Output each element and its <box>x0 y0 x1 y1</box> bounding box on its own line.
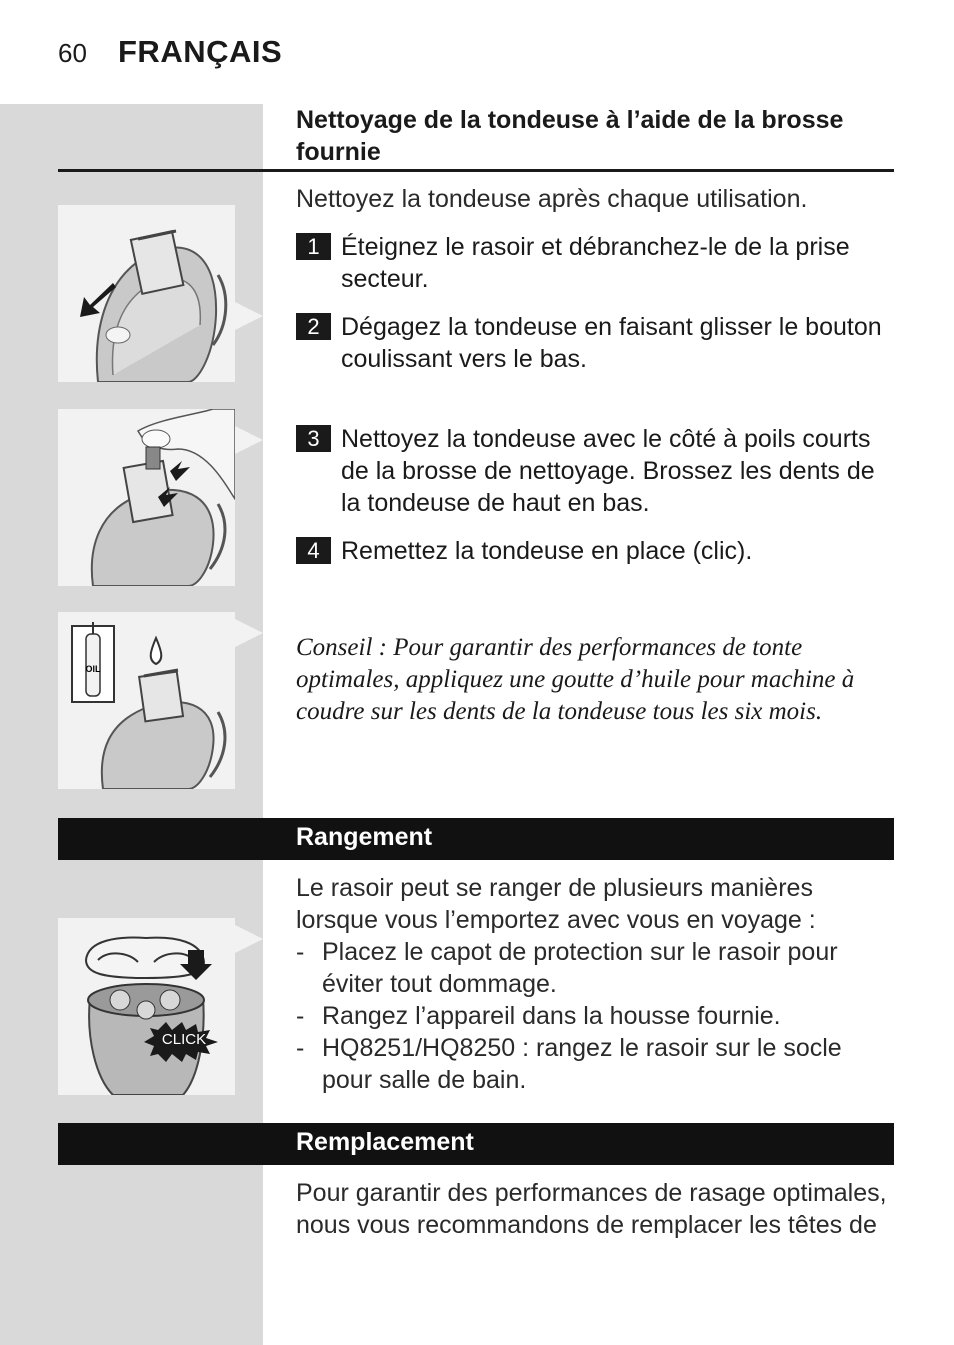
illustration-brush-cleaning <box>58 409 235 586</box>
pointer-triangle <box>235 619 263 647</box>
step-text: Remettez la tondeuse en place (clic). <box>341 537 753 565</box>
section-bar-replacement <box>58 1123 894 1165</box>
pointer-triangle <box>235 925 263 953</box>
step-number: 3 <box>296 425 331 452</box>
section-title-cleaning: Nettoyage de la tondeuse à l’aide de la brosse fournie <box>296 106 844 166</box>
illustration-release-trimmer <box>58 205 235 382</box>
storage-intro: Le rasoir peut se ranger de plusieurs manières lorsque vous l’emportez avec vous en voyage : <box>296 874 816 934</box>
oil-label: OIL <box>85 664 101 674</box>
step-number: 1 <box>296 233 331 260</box>
step-number: 2 <box>296 313 331 340</box>
step-number: 4 <box>296 537 331 564</box>
step-1 <box>296 231 886 295</box>
list-item: - Placez le capot de protection sur le rasoir pour éviter tout dommage. <box>296 938 838 998</box>
shaver-trimmer-icon <box>58 205 235 382</box>
section-bar-storage <box>58 818 894 860</box>
language-heading: FRANÇAIS <box>118 34 283 69</box>
list-item: - HQ8251/HQ8250 : rangez le rasoir sur le socle pour salle de bain. <box>296 1034 842 1094</box>
illustration-oil <box>58 612 235 789</box>
cleaning-intro: Nettoyez la tondeuse après chaque utilisation. <box>296 185 808 213</box>
oil-bottle-icon <box>58 612 235 789</box>
illustration-protection-cap <box>58 918 235 1095</box>
section-title-storage: Rangement <box>296 823 433 851</box>
tip-text: Conseil : Pour garantir des performances de tonte optimales, appliquez une goutte d’huile pour machine à coudre sur les dents de la tondeuse tous les six mois. <box>296 634 855 725</box>
step-2 <box>296 311 886 375</box>
step-text: Dégagez la tondeuse en faisant glisser le bouton coulissant vers le bas. <box>341 313 882 373</box>
step-4 <box>296 535 886 567</box>
section-rule <box>58 169 894 172</box>
step-text: Nettoyez la tondeuse avec le côté à poils courts de la brosse de nettoyage. Brossez les dents de la tondeuse de haut en bas. <box>341 425 875 517</box>
list-item: - Rangez l’appareil dans la housse fournie. <box>296 1002 781 1030</box>
cleaning-brush-icon <box>58 409 235 586</box>
page-number: 60 <box>58 38 87 68</box>
pointer-triangle <box>235 426 263 454</box>
oil-drop-icon <box>151 638 162 664</box>
step-3 <box>296 423 886 519</box>
click-label: CLICK <box>161 1031 207 1048</box>
step-text: Éteignez le rasoir et débranchez-le de la prise secteur. <box>341 233 850 293</box>
section-title-replacement: Remplacement <box>296 1128 474 1156</box>
protection-cap-icon <box>58 918 235 1095</box>
replacement-intro: Pour garantir des performances de rasage optimales, nous vous recommandons de remplacer les têtes de <box>296 1179 887 1239</box>
pointer-triangle <box>235 302 263 330</box>
storage-list <box>296 936 896 1096</box>
